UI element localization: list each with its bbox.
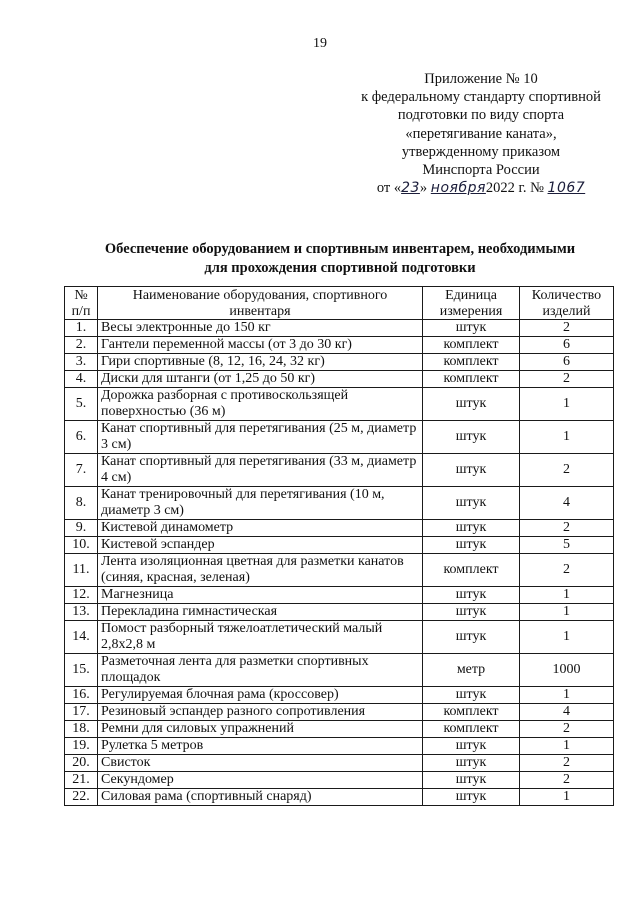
cell-name: Секундомер: [98, 772, 423, 789]
cell-unit: метр: [423, 654, 520, 687]
cell-unit: штук: [423, 687, 520, 704]
table-row: [65, 772, 614, 789]
equipment-table: [64, 286, 614, 806]
cell-name: Канат спортивный для перетягивания (25 м, диаметр 3 см): [98, 421, 423, 454]
document-title: [60, 240, 620, 278]
cell-name: Рулетка 5 метров: [98, 738, 423, 755]
cell-name: Магнезница: [98, 587, 423, 604]
cell-unit: штук: [423, 738, 520, 755]
cell-unit: штук: [423, 520, 520, 537]
cell-qty: 1: [520, 587, 614, 604]
page-number: 19: [313, 36, 327, 51]
cell-name: Разметочная лента для разметки спортивных площадок: [98, 654, 423, 687]
cell-qty: 2: [520, 520, 614, 537]
table-row: [65, 587, 614, 604]
order-day-handwritten: 23: [401, 180, 420, 197]
cell-unit: комплект: [423, 554, 520, 587]
cell-unit: штук: [423, 621, 520, 654]
cell-name: Резиновый эспандер разного сопротивления: [98, 704, 423, 721]
appendix-line: подготовки по виду спорта: [397, 107, 565, 124]
cell-num: 18.: [65, 721, 98, 738]
cell-qty: 1: [520, 388, 614, 421]
cell-name: Регулируемая блочная рама (кроссовер): [98, 687, 423, 704]
table-row: [65, 721, 614, 738]
cell-qty: 2: [520, 755, 614, 772]
cell-unit: комплект: [423, 721, 520, 738]
cell-unit: штук: [423, 537, 520, 554]
cell-unit: штук: [423, 388, 520, 421]
cell-num: 17.: [65, 704, 98, 721]
appendix-line: Минспорта России: [422, 162, 540, 179]
table-row: [65, 554, 614, 587]
cell-qty: 1: [520, 687, 614, 704]
cell-num: 13.: [65, 604, 98, 621]
cell-qty: 6: [520, 337, 614, 354]
order-prefix: от «: [376, 180, 402, 197]
cell-unit: комплект: [423, 337, 520, 354]
cell-name: Кистевой динамометр: [98, 520, 423, 537]
table-row: [65, 487, 614, 520]
table-row: [65, 354, 614, 371]
appendix-line: «перетягивание каната»,: [405, 125, 557, 142]
cell-unit: штук: [423, 604, 520, 621]
table-row: [65, 520, 614, 537]
cell-num: 3.: [65, 354, 98, 371]
cell-name: Диски для штанги (от 1,25 до 50 кг): [98, 371, 423, 388]
cell-name: Свисток: [98, 755, 423, 772]
table-row: [65, 738, 614, 755]
cell-unit: комплект: [423, 704, 520, 721]
cell-num: 2.: [65, 337, 98, 354]
cell-qty: 2: [520, 554, 614, 587]
cell-unit: штук: [423, 454, 520, 487]
cell-qty: 1: [520, 789, 614, 806]
cell-num: 20.: [65, 755, 98, 772]
cell-name: Дорожка разборная с противоскользящей поверхностью (36 м): [98, 388, 423, 421]
order-year: 2022 г. №: [485, 180, 548, 197]
cell-num: 19.: [65, 738, 98, 755]
header-name: Наименование оборудования, спортивного инвентаря: [98, 287, 423, 320]
cell-qty: 6: [520, 354, 614, 371]
cell-num: 15.: [65, 654, 98, 687]
table-body: [65, 320, 614, 806]
cell-qty: 1000: [520, 654, 614, 687]
cell-num: 10.: [65, 537, 98, 554]
table-row: [65, 621, 614, 654]
title-line-1: Обеспечение оборудованием и спортивным инвентарем, необходимыми: [104, 241, 576, 257]
table-row: [65, 789, 614, 806]
cell-qty: 2: [520, 320, 614, 337]
cell-name: Лента изоляционная цветная для разметки канатов (синяя, красная, зеленая): [98, 554, 423, 587]
cell-name: Гантели переменной массы (от 3 до 30 кг): [98, 337, 423, 354]
cell-name: Канат тренировочный для перетягивания (10 м, диаметр 3 см): [98, 487, 423, 520]
cell-qty: 1: [520, 604, 614, 621]
header-unit: Единица измерения: [423, 287, 520, 320]
cell-unit: штук: [423, 421, 520, 454]
table-row: [65, 454, 614, 487]
cell-unit: комплект: [423, 371, 520, 388]
cell-num: 22.: [65, 789, 98, 806]
header-num: № п/п: [65, 287, 98, 320]
table-row: [65, 687, 614, 704]
appendix-block: [350, 70, 612, 197]
cell-num: 5.: [65, 388, 98, 421]
table-header-row: [65, 287, 614, 320]
cell-num: 6.: [65, 421, 98, 454]
cell-num: 1.: [65, 320, 98, 337]
table-row: [65, 421, 614, 454]
cell-num: 12.: [65, 587, 98, 604]
cell-qty: 5: [520, 537, 614, 554]
cell-num: 14.: [65, 621, 98, 654]
table-row: [65, 388, 614, 421]
table-row: [65, 537, 614, 554]
cell-name: Гири спортивные (8, 12, 16, 24, 32 кг): [98, 354, 423, 371]
cell-unit: штук: [423, 320, 520, 337]
cell-unit: штук: [423, 789, 520, 806]
cell-num: 4.: [65, 371, 98, 388]
cell-qty: 2: [520, 721, 614, 738]
table-row: [65, 337, 614, 354]
cell-num: 8.: [65, 487, 98, 520]
cell-qty: 1: [520, 621, 614, 654]
cell-qty: 2: [520, 772, 614, 789]
cell-name: Перекладина гимнастическая: [98, 604, 423, 621]
cell-qty: 1: [520, 421, 614, 454]
appendix-line: к федеральному стандарту спортивной: [361, 89, 601, 106]
cell-name: Ремни для силовых упражнений: [98, 721, 423, 738]
cell-qty: 4: [520, 487, 614, 520]
cell-name: Силовая рама (спортивный снаряд): [98, 789, 423, 806]
table-row: [65, 704, 614, 721]
cell-num: 9.: [65, 520, 98, 537]
cell-unit: штук: [423, 755, 520, 772]
cell-qty: 1: [520, 738, 614, 755]
cell-name: Весы электронные до 150 кг: [98, 320, 423, 337]
cell-qty: 2: [520, 371, 614, 388]
table-row: [65, 320, 614, 337]
header-qty: Количество изделий: [520, 287, 614, 320]
appendix-line: утвержденному приказом: [401, 143, 561, 160]
table-row: [65, 604, 614, 621]
cell-name: Кистевой эспандер: [98, 537, 423, 554]
cell-unit: штук: [423, 772, 520, 789]
cell-num: 7.: [65, 454, 98, 487]
cell-num: 21.: [65, 772, 98, 789]
cell-name: Канат спортивный для перетягивания (33 м, диаметр 4 см): [98, 454, 423, 487]
order-line: [350, 179, 612, 197]
order-number-handwritten: 1067: [547, 180, 586, 197]
cell-qty: 4: [520, 704, 614, 721]
cell-unit: комплект: [423, 354, 520, 371]
cell-unit: штук: [423, 587, 520, 604]
order-month-handwritten: ноября: [430, 180, 486, 197]
title-line-2: для прохождения спортивной подготовки: [204, 260, 476, 276]
cell-unit: штук: [423, 487, 520, 520]
cell-qty: 2: [520, 454, 614, 487]
cell-num: 11.: [65, 554, 98, 587]
table-row: [65, 654, 614, 687]
order-sep: »: [419, 180, 431, 197]
table-row: [65, 755, 614, 772]
appendix-line: Приложение № 10: [424, 71, 538, 87]
cell-num: 16.: [65, 687, 98, 704]
cell-name: Помост разборный тяжелоатлетический малый 2,8х2,8 м: [98, 621, 423, 654]
table-row: [65, 371, 614, 388]
